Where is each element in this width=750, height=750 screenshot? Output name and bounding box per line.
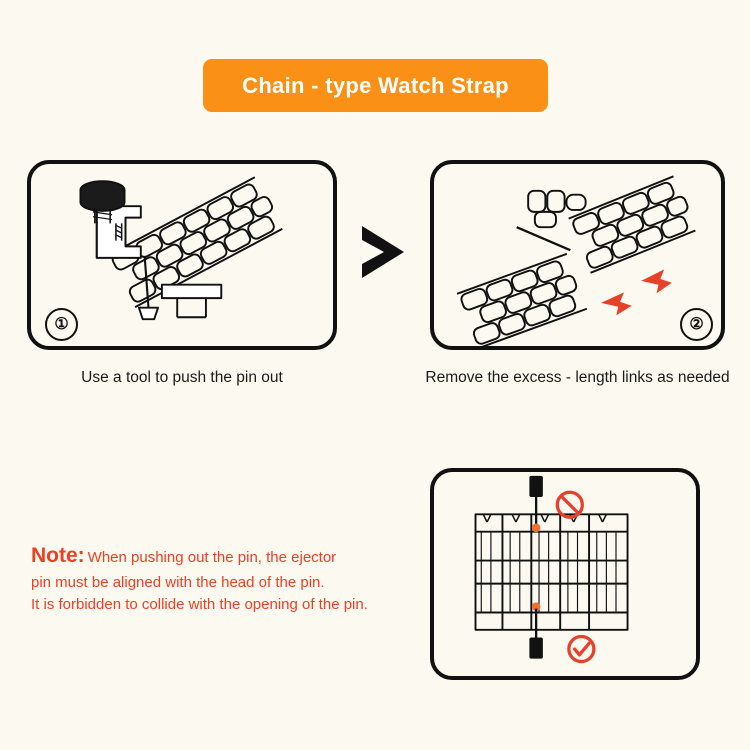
step-2-illustration [434, 164, 721, 346]
step-1-caption: Use a tool to push the pin out [81, 369, 283, 386]
step-2-caption: Remove the excess - length links as needed [425, 369, 730, 386]
detail-panel [430, 468, 700, 680]
page-title-banner [203, 59, 548, 112]
note-block [31, 540, 421, 617]
direction-arrows [601, 269, 672, 315]
pin-alignment-detail-illustration [434, 472, 696, 676]
right-chevron-arrow [356, 224, 410, 280]
check-circle-icon [569, 637, 594, 662]
note-line-1: When pushing out the pin, the ejector [87, 549, 337, 566]
note-line-3: It is forbidden to collide with the opening of the pin. [31, 596, 368, 613]
note-line-2: pin must be aligned with the head of the pin. [31, 573, 325, 591]
step-1-badge: ① [45, 308, 78, 341]
step-2-badge: ② [680, 308, 713, 341]
note-label: Note: [31, 544, 85, 567]
page-title: Chain - type Watch Strap [242, 72, 509, 98]
